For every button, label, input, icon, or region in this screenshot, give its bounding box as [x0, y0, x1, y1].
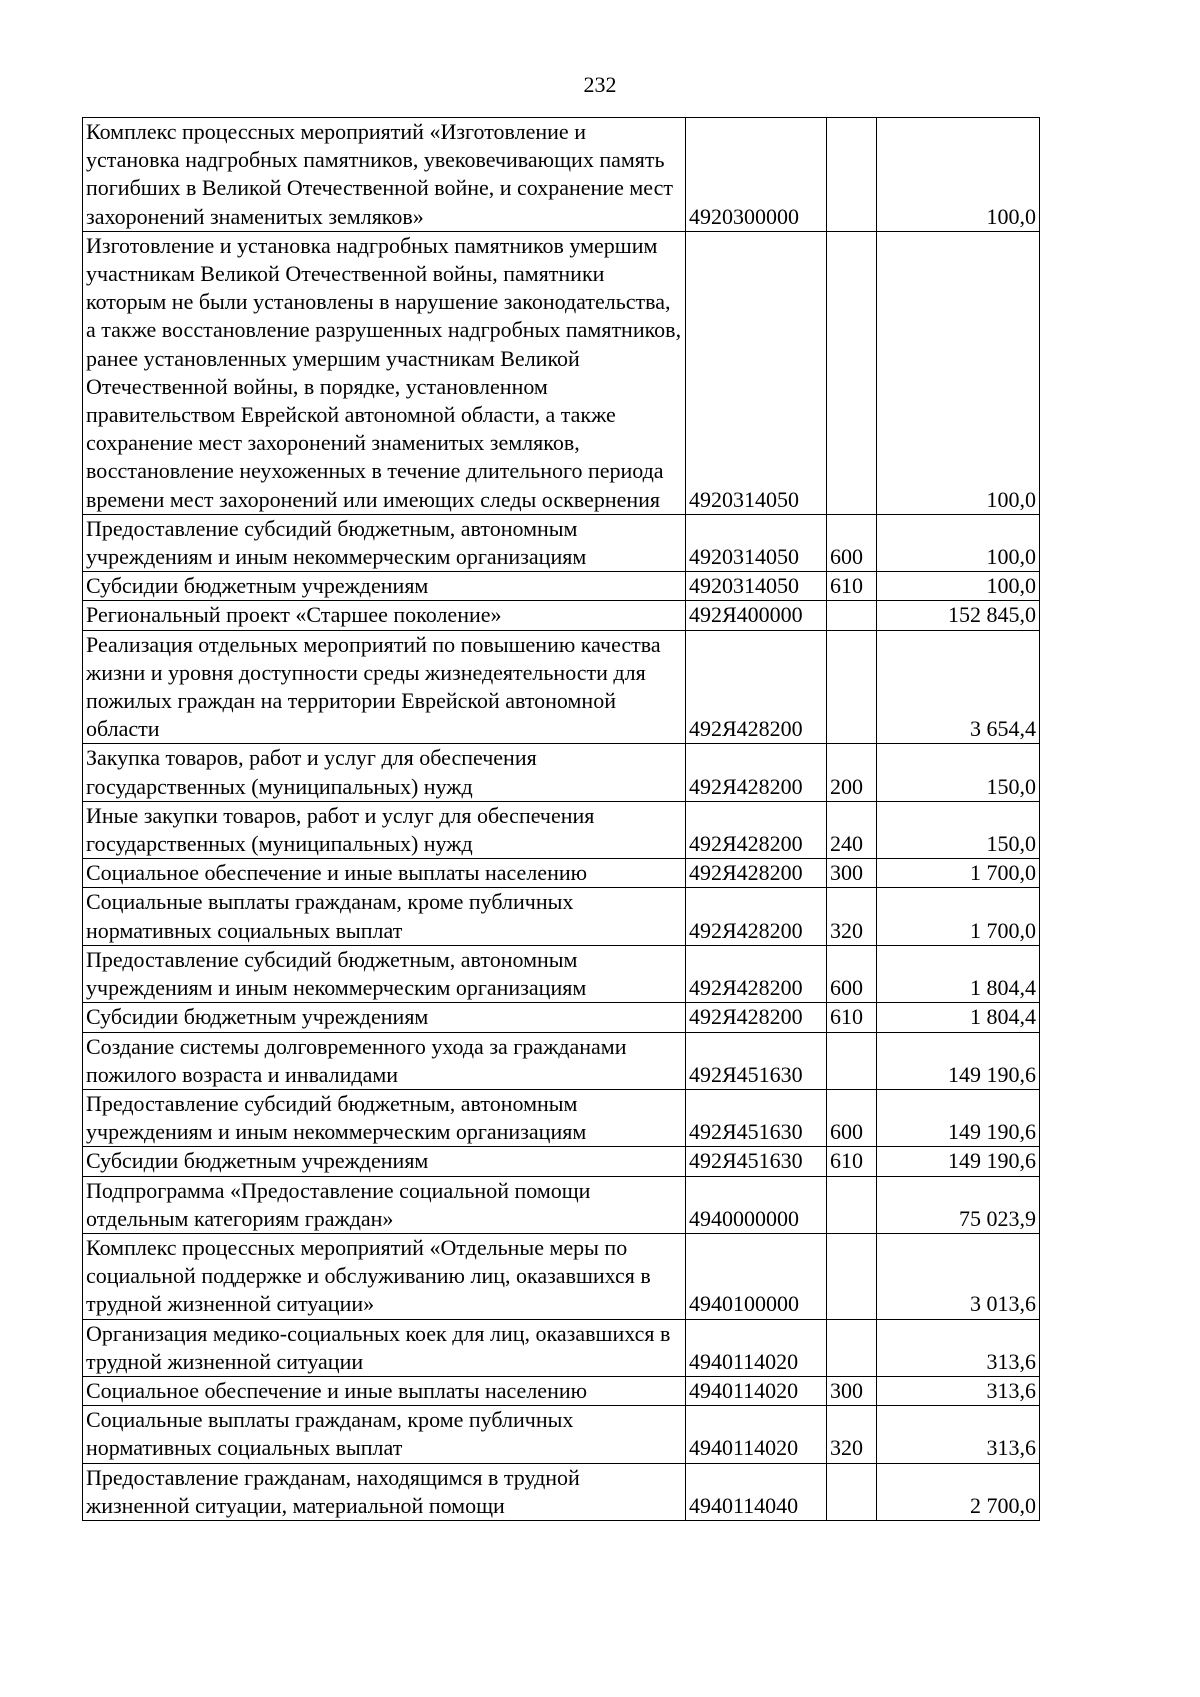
- row-type-cell: [827, 1176, 877, 1233]
- row-type-cell: 600: [827, 514, 877, 571]
- table-row: [83, 1406, 1040, 1463]
- row-amount-cell: 100,0: [877, 514, 1040, 571]
- row-amount-cell: 313,6: [877, 1319, 1040, 1376]
- row-amount-cell: 100,0: [877, 118, 1040, 232]
- table-row: [83, 1176, 1040, 1233]
- row-name-cell: Социальные выплаты гражданам, кроме публичных нормативных социальных выплат: [83, 888, 686, 945]
- row-amount-cell: 1 804,4: [877, 945, 1040, 1002]
- row-code-cell: 4940114020: [686, 1406, 827, 1463]
- row-amount-cell: 1 700,0: [877, 888, 1040, 945]
- table-row: [83, 744, 1040, 801]
- row-type-cell: [827, 118, 877, 232]
- row-type-cell: 320: [827, 888, 877, 945]
- table-row: [83, 859, 1040, 888]
- table-row: [83, 572, 1040, 601]
- table-row: [83, 801, 1040, 858]
- row-code-cell: 4920300000: [686, 118, 827, 232]
- row-type-cell: [827, 1032, 877, 1089]
- row-name-cell: Социальное обеспечение и иные выплаты населению: [83, 859, 686, 888]
- row-type-cell: 600: [827, 1089, 877, 1146]
- row-amount-cell: 2 700,0: [877, 1463, 1040, 1520]
- table-row: [83, 1032, 1040, 1089]
- row-name-cell: Изготовление и установка надгробных памятников умершим участникам Великой Отечественной войны, памятники которым не были установлены в нарушение законодательства, а также восстановление разрушенных надгробных памятников, ранее установленных умершим участникам Великой Отечественной войны, в порядке, установленном правительством Еврейской автономной области, а также сохранение мест захоронений знаменитых земляков, восстановление неухоженных в течение длительного периода времени мест захоронений или имеющих следы осквернения: [83, 231, 686, 514]
- row-code-cell: 4940000000: [686, 1176, 827, 1233]
- row-name-cell: Субсидии бюджетным учреждениям: [83, 1003, 686, 1032]
- row-code-cell: 4940114020: [686, 1319, 827, 1376]
- row-name-cell: Предоставление гражданам, находящимся в трудной жизненной ситуации, материальной помощи: [83, 1463, 686, 1520]
- row-code-cell: 492Я451630: [686, 1032, 827, 1089]
- row-type-cell: [827, 1233, 877, 1319]
- table-row: [83, 601, 1040, 630]
- table-row: [83, 1089, 1040, 1146]
- table-row: [83, 118, 1040, 232]
- row-code-cell: 492Я428200: [686, 744, 827, 801]
- table-row: [83, 630, 1040, 744]
- table-row: [83, 1463, 1040, 1520]
- row-amount-cell: 3 013,6: [877, 1233, 1040, 1319]
- row-code-cell: 492Я428200: [686, 801, 827, 858]
- row-code-cell: 492Я428200: [686, 859, 827, 888]
- row-amount-cell: 1 804,4: [877, 1003, 1040, 1032]
- row-name-cell: Реализация отдельных мероприятий по повышению качества жизни и уровня доступности среды жизнедеятельности для пожилых граждан на территории Еврейской автономной области: [83, 630, 686, 744]
- row-name-cell: Иные закупки товаров, работ и услуг для обеспечения государственных (муниципальных) нужд: [83, 801, 686, 858]
- row-amount-cell: 150,0: [877, 744, 1040, 801]
- row-type-cell: 200: [827, 744, 877, 801]
- row-code-cell: 4920314050: [686, 572, 827, 601]
- row-name-cell: Комплекс процессных мероприятий «Изготовление и установка надгробных памятников, увековечивающих память погибших в Великой Отечественной войне, и сохранение мест захоронений знаменитых земляков»: [83, 118, 686, 232]
- table-row: [83, 1376, 1040, 1405]
- row-type-cell: 600: [827, 945, 877, 1002]
- table-row: [83, 888, 1040, 945]
- budget-table: [82, 117, 1040, 1521]
- row-name-cell: Подпрограмма «Предоставление социальной помощи отдельным категориям граждан»: [83, 1176, 686, 1233]
- row-amount-cell: 313,6: [877, 1376, 1040, 1405]
- row-type-cell: 610: [827, 1003, 877, 1032]
- row-code-cell: 492Я428200: [686, 945, 827, 1002]
- table-row: [83, 514, 1040, 571]
- row-type-cell: 300: [827, 859, 877, 888]
- budget-table-body: [83, 118, 1040, 1521]
- row-type-cell: [827, 1463, 877, 1520]
- row-amount-cell: 149 190,6: [877, 1147, 1040, 1176]
- table-row: [83, 1319, 1040, 1376]
- row-code-cell: 4920314050: [686, 514, 827, 571]
- row-type-cell: [827, 1319, 877, 1376]
- row-name-cell: Создание системы долговременного ухода за гражданами пожилого возраста и инвалидами: [83, 1032, 686, 1089]
- row-amount-cell: 150,0: [877, 801, 1040, 858]
- row-amount-cell: 100,0: [877, 572, 1040, 601]
- row-amount-cell: 152 845,0: [877, 601, 1040, 630]
- row-code-cell: 492Я451630: [686, 1147, 827, 1176]
- row-type-cell: [827, 630, 877, 744]
- row-amount-cell: 149 190,6: [877, 1032, 1040, 1089]
- row-amount-cell: 100,0: [877, 231, 1040, 514]
- row-type-cell: 320: [827, 1406, 877, 1463]
- row-type-cell: 300: [827, 1376, 877, 1405]
- row-code-cell: 4920314050: [686, 231, 827, 514]
- row-code-cell: 492Я428200: [686, 888, 827, 945]
- table-row: [83, 1147, 1040, 1176]
- row-name-cell: Закупка товаров, работ и услуг для обеспечения государственных (муниципальных) нужд: [83, 744, 686, 801]
- row-code-cell: 4940114040: [686, 1463, 827, 1520]
- table-row: [83, 1233, 1040, 1319]
- row-type-cell: [827, 601, 877, 630]
- row-name-cell: Субсидии бюджетным учреждениям: [83, 1147, 686, 1176]
- row-type-cell: 240: [827, 801, 877, 858]
- row-amount-cell: 3 654,4: [877, 630, 1040, 744]
- row-type-cell: 610: [827, 1147, 877, 1176]
- row-name-cell: Субсидии бюджетным учреждениям: [83, 572, 686, 601]
- row-name-cell: Социальное обеспечение и иные выплаты населению: [83, 1376, 686, 1405]
- row-amount-cell: 313,6: [877, 1406, 1040, 1463]
- row-name-cell: Организация медико-социальных коек для лиц, оказавшихся в трудной жизненной ситуации: [83, 1319, 686, 1376]
- row-code-cell: 492Я451630: [686, 1089, 827, 1146]
- table-row: [83, 231, 1040, 514]
- row-code-cell: 4940114020: [686, 1376, 827, 1405]
- row-code-cell: 492Я400000: [686, 601, 827, 630]
- row-name-cell: Предоставление субсидий бюджетным, автономным учреждениям и иным некоммерческим организациям: [83, 945, 686, 1002]
- row-name-cell: Комплекс процессных мероприятий «Отдельные меры по социальной поддержке и обслуживанию лиц, оказавшихся в трудной жизненной ситуации»: [83, 1233, 686, 1319]
- row-amount-cell: 75 023,9: [877, 1176, 1040, 1233]
- row-code-cell: 492Я428200: [686, 1003, 827, 1032]
- row-name-cell: Предоставление субсидий бюджетным, автономным учреждениям и иным некоммерческим организациям: [83, 514, 686, 571]
- page-number: 232: [583, 72, 617, 97]
- row-name-cell: Региональный проект «Старшее поколение»: [83, 601, 686, 630]
- row-amount-cell: 149 190,6: [877, 1089, 1040, 1146]
- table-row: [83, 945, 1040, 1002]
- row-code-cell: 4940100000: [686, 1233, 827, 1319]
- row-name-cell: Предоставление субсидий бюджетным, автономным учреждениям и иным некоммерческим организациям: [83, 1089, 686, 1146]
- row-code-cell: 492Я428200: [686, 630, 827, 744]
- row-type-cell: [827, 231, 877, 514]
- row-name-cell: Социальные выплаты гражданам, кроме публичных нормативных социальных выплат: [83, 1406, 686, 1463]
- table-row: [83, 1003, 1040, 1032]
- row-type-cell: 610: [827, 572, 877, 601]
- row-amount-cell: 1 700,0: [877, 859, 1040, 888]
